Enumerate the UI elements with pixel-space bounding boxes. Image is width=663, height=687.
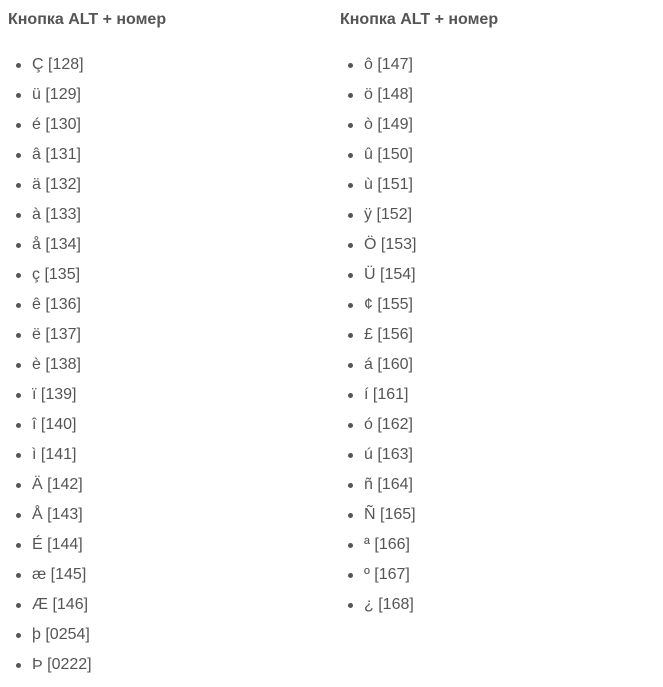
list-item-text: Þ [0222] [32, 656, 92, 673]
bullet-icon [348, 333, 353, 338]
list-item-text: ª [166] [364, 536, 410, 553]
bullet-icon [16, 63, 21, 68]
bullet-icon [348, 303, 353, 308]
bullet-icon [348, 153, 353, 158]
list-item [332, 411, 416, 441]
list-item [332, 471, 416, 501]
list-item-text: ö [148] [364, 86, 413, 103]
list-item [332, 261, 416, 291]
bullet-icon [16, 573, 21, 578]
bullet-icon [348, 363, 353, 368]
bullet-icon [16, 423, 21, 428]
bullet-icon [348, 393, 353, 398]
list-item [332, 171, 416, 201]
bullet-icon [348, 573, 353, 578]
list-item-text: Ü [154] [364, 266, 416, 283]
bullet-icon [348, 603, 353, 608]
list-item-text: í [161] [364, 386, 409, 403]
bullet-icon [16, 303, 21, 308]
list-item [0, 231, 92, 261]
bullet-icon [348, 423, 353, 428]
list-item [0, 81, 92, 111]
list-item-text: û [150] [364, 146, 413, 163]
list-item [332, 561, 416, 591]
column-header: Кнопка ALT + номер [8, 11, 167, 28]
bullet-icon [16, 243, 21, 248]
list-item [0, 351, 92, 381]
list-item-text: î [140] [32, 416, 77, 433]
list-item-text: Ä [142] [32, 476, 83, 493]
list-item [0, 621, 92, 651]
list-item-text: é [130] [32, 116, 81, 133]
list-item [0, 501, 92, 531]
bullet-icon [348, 273, 353, 278]
bullet-icon [16, 633, 21, 638]
list-item [0, 411, 92, 441]
list-item-text: ì [141] [32, 446, 77, 463]
list-item-text: É [144] [32, 536, 83, 553]
list-item [0, 201, 92, 231]
list-item [0, 171, 92, 201]
list-item-text: ó [162] [364, 416, 413, 433]
bullet-icon [348, 243, 353, 248]
list-item-text: æ [145] [32, 566, 87, 583]
list-item [332, 351, 416, 381]
bullet-icon [16, 543, 21, 548]
bullet-icon [16, 123, 21, 128]
list-item [0, 321, 92, 351]
list-item-text: Å [143] [32, 506, 83, 523]
list-item-text: ñ [164] [364, 476, 413, 493]
bullet-icon [16, 333, 21, 338]
bullet-icon [16, 483, 21, 488]
list-item-text: ï [139] [32, 386, 77, 403]
list-item [332, 291, 416, 321]
list-item [332, 51, 416, 81]
list-item [332, 111, 416, 141]
list-item-text: ù [151] [364, 176, 413, 193]
list-item-text: ú [163] [364, 446, 413, 463]
bullet-icon [16, 603, 21, 608]
list-item [0, 561, 92, 591]
column-header: Кнопка ALT + номер [340, 11, 499, 28]
list-item [332, 531, 416, 561]
list-item-text: Ç [128] [32, 56, 84, 73]
bullet-icon [16, 663, 21, 668]
list-item-text: è [138] [32, 356, 81, 373]
list-item-text: ç [135] [32, 266, 81, 283]
bullet-icon [16, 183, 21, 188]
bullet-icon [348, 123, 353, 128]
bullet-icon [348, 183, 353, 188]
bullet-icon [16, 153, 21, 158]
list-item [332, 591, 416, 621]
bullet-icon [348, 63, 353, 68]
bullet-icon [348, 453, 353, 458]
alt-code-list [332, 51, 416, 621]
list-item [332, 81, 416, 111]
bullet-icon [16, 453, 21, 458]
list-item [332, 501, 416, 531]
bullet-icon [348, 93, 353, 98]
list-item-text: ä [132] [32, 176, 81, 193]
list-item-text: Ö [153] [364, 236, 417, 253]
bullet-icon [16, 363, 21, 368]
list-item [0, 441, 92, 471]
alt-code-list [0, 51, 92, 681]
list-item-text: ¿ [168] [364, 596, 414, 613]
bullet-icon [348, 543, 353, 548]
list-item-text: Ñ [165] [364, 506, 416, 523]
list-item-text: ô [147] [364, 56, 413, 73]
bullet-icon [348, 483, 353, 488]
bullet-icon [348, 213, 353, 218]
list-item-text: ê [136] [32, 296, 81, 313]
list-item-text: ò [149] [364, 116, 413, 133]
list-item-text: £ [156] [364, 326, 413, 343]
list-item [0, 51, 92, 81]
list-item-text: ü [129] [32, 86, 81, 103]
list-item [0, 471, 92, 501]
bullet-icon [16, 273, 21, 278]
list-item [332, 321, 416, 351]
list-item [0, 381, 92, 411]
list-item-text: á [160] [364, 356, 413, 373]
list-item-text: å [134] [32, 236, 81, 253]
list-item [332, 201, 416, 231]
list-item [0, 291, 92, 321]
list-item [0, 651, 92, 681]
bullet-icon [16, 213, 21, 218]
list-item-text: ÿ [152] [364, 206, 413, 223]
list-item-text: ë [137] [32, 326, 81, 343]
list-item [0, 261, 92, 291]
list-item-text: â [131] [32, 146, 81, 163]
list-item-text: ¢ [155] [364, 296, 413, 313]
list-item [0, 531, 92, 561]
list-item [332, 141, 416, 171]
list-item [332, 231, 416, 261]
list-item [0, 141, 92, 171]
bullet-icon [16, 393, 21, 398]
list-item-text: Æ [146] [32, 596, 89, 613]
list-item [332, 381, 416, 411]
list-item [0, 591, 92, 621]
bullet-icon [16, 93, 21, 98]
list-item-text: º [167] [364, 566, 410, 583]
list-item-text: à [133] [32, 206, 81, 223]
list-item [332, 441, 416, 471]
list-item-text: þ [0254] [32, 626, 90, 643]
bullet-icon [348, 513, 353, 518]
list-item [0, 111, 92, 141]
bullet-icon [16, 513, 21, 518]
